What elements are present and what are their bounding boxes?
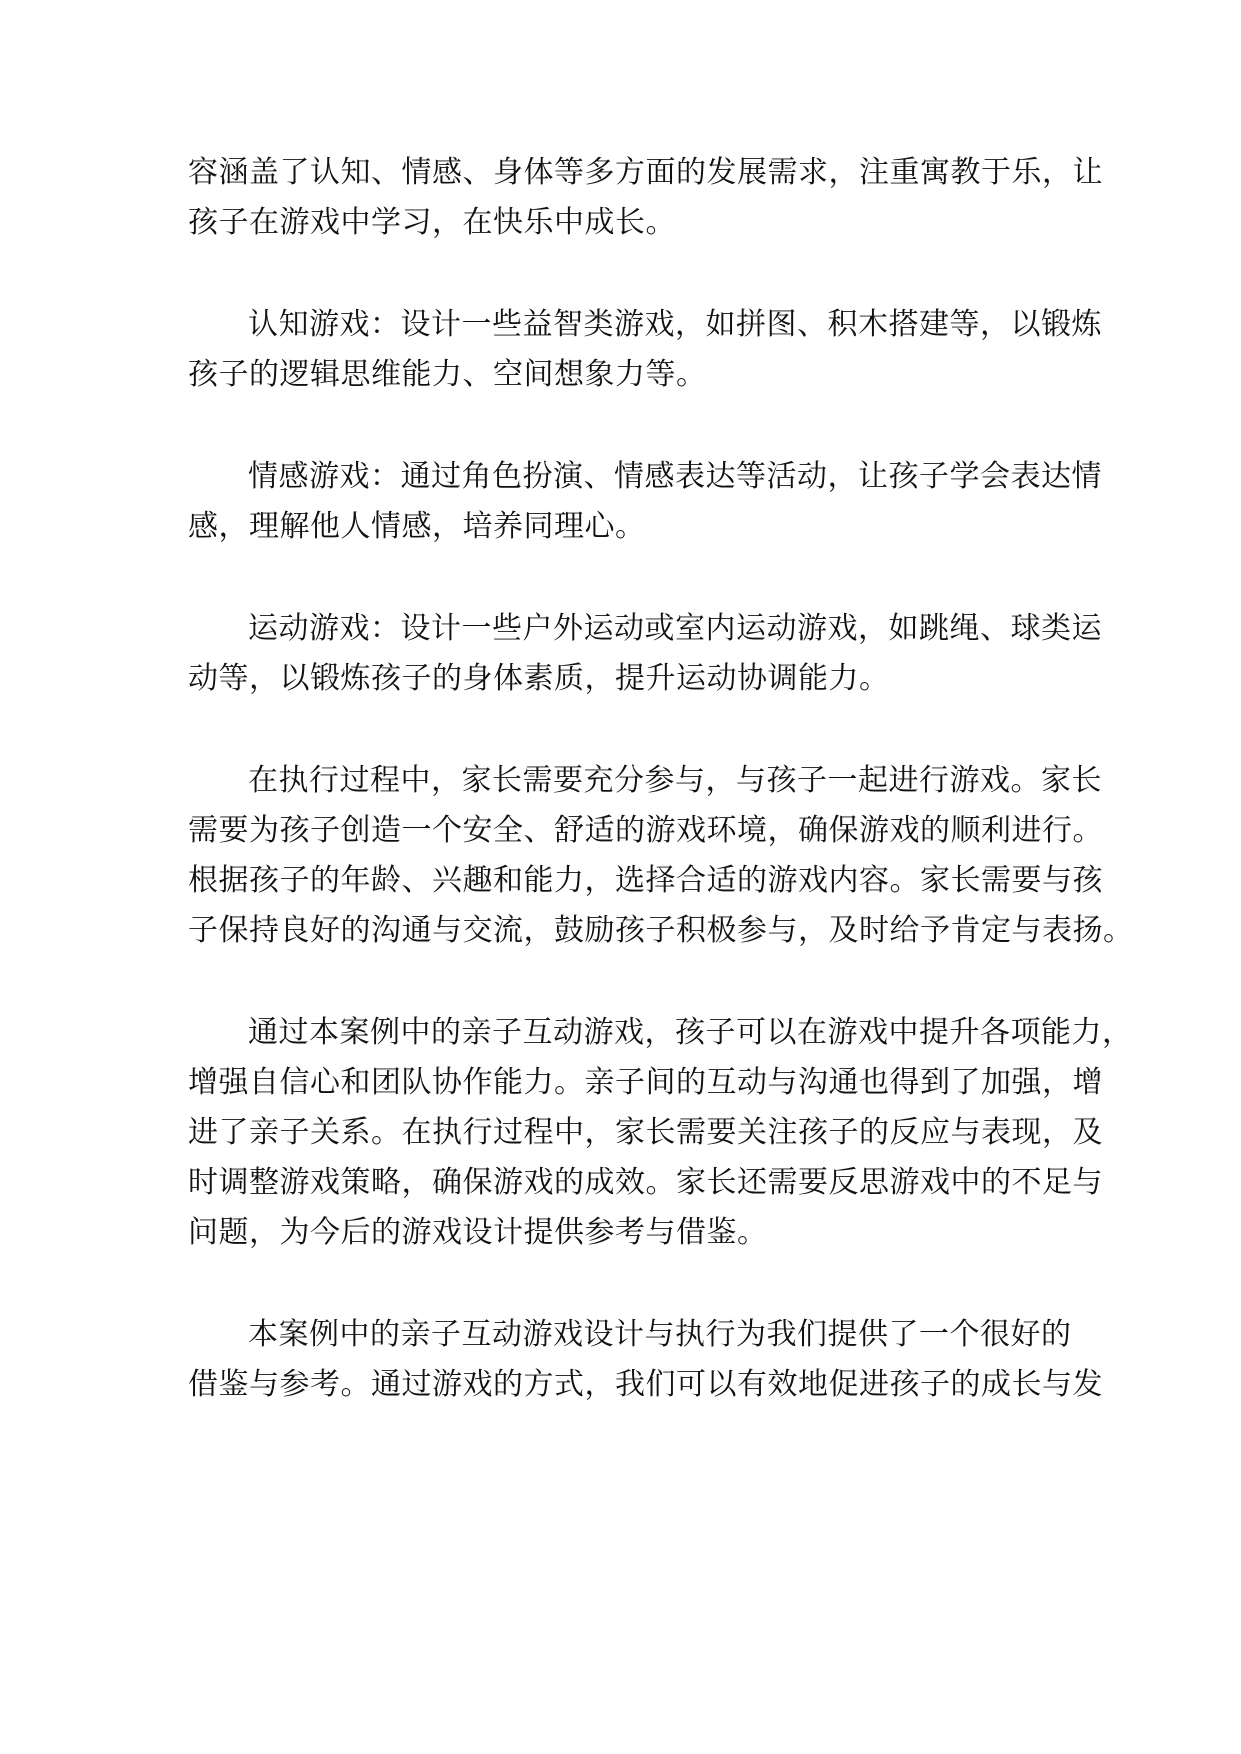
paragraph-first-line: 在执行过程中，家长需要充分参与，与孩子一起进行游戏。家长 (248, 763, 1102, 798)
text-line: 感，理解他人情感，培养同理心。 (188, 509, 646, 544)
text-line: 根据孩子的年龄、兴趣和能力，选择合适的游戏内容。家长需要与孩 (188, 863, 1103, 898)
paragraph-first-line: 运动游戏：设计一些户外运动或室内运动游戏，如跳绳、球类运 (248, 611, 1102, 646)
text-line: 借鉴与参考。通过游戏的方式，我们可以有效地促进孩子的成长与发 (188, 1367, 1103, 1402)
text-line: 问题，为今后的游戏设计提供参考与借鉴。 (188, 1215, 768, 1250)
paragraph-first-line: 认知游戏：设计一些益智类游戏，如拼图、积木搭建等，以锻炼 (248, 307, 1102, 342)
paragraph-first-line: 本案例中的亲子互动游戏设计与执行为我们提供了一个很好的 (248, 1317, 1072, 1352)
text-line: 进了亲子关系。在执行过程中，家长需要关注孩子的反应与表现，及 (188, 1115, 1103, 1150)
text-line: 子保持良好的沟通与交流，鼓励孩子积极参与，及时给予肯定与表扬。 (188, 913, 1134, 948)
text-line: 需要为孩子创造一个安全、舒适的游戏环境，确保游戏的顺利进行。 (188, 813, 1103, 848)
paragraph-first-line: 通过本案例中的亲子互动游戏，孩子可以在游戏中提升各项能力， (248, 1015, 1133, 1050)
text-line: 容涵盖了认知、情感、身体等多方面的发展需求，注重寓教于乐，让 (188, 155, 1103, 190)
text-line: 动等，以锻炼孩子的身体素质，提升运动协调能力。 (188, 661, 890, 696)
text-line: 孩子的逻辑思维能力、空间想象力等。 (188, 357, 707, 392)
paragraph-first-line: 情感游戏：通过角色扮演、情感表达等活动，让孩子学会表达情 (248, 459, 1102, 494)
text-line: 增强自信心和团队协作能力。亲子间的互动与沟通也得到了加强，增 (188, 1065, 1103, 1100)
text-line: 时调整游戏策略，确保游戏的成效。家长还需要反思游戏中的不足与 (188, 1165, 1103, 1200)
text-line: 孩子在游戏中学习，在快乐中成长。 (188, 205, 676, 240)
